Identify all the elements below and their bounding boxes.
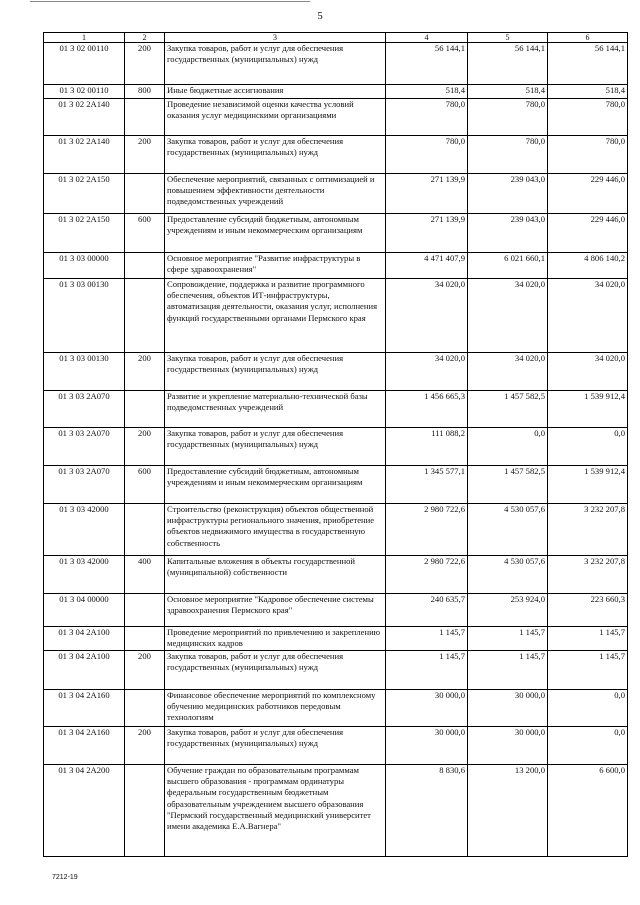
table-row bbox=[44, 428, 628, 466]
target-article-code: 01 3 04 2А100 bbox=[44, 651, 125, 690]
expense-type-code bbox=[125, 690, 165, 727]
target-article-code: 01 3 03 00000 bbox=[44, 253, 125, 279]
item-name: Основное мероприятие "Развитие инфраструктуры в сфере здравоохранения" bbox=[165, 253, 386, 279]
amount-year-3: 3 232 207,8 bbox=[548, 556, 628, 594]
expense-type-code: 200 bbox=[125, 353, 165, 391]
amount-year-1: 780,0 bbox=[386, 136, 468, 174]
target-article-code: 01 3 03 00130 bbox=[44, 279, 125, 353]
expense-type-code bbox=[125, 627, 165, 651]
table-row bbox=[44, 690, 628, 727]
amount-year-3: 1 145,7 bbox=[548, 627, 628, 651]
expense-type-code bbox=[125, 253, 165, 279]
item-name: Закупка товаров, работ и услуг для обеспечения государственных (муниципальных) нужд bbox=[165, 43, 386, 85]
amount-year-3: 4 806 140,2 bbox=[548, 253, 628, 279]
table-row bbox=[44, 504, 628, 556]
target-article-code: 01 3 02 2А140 bbox=[44, 136, 125, 174]
amount-year-2: 34 020,0 bbox=[468, 353, 548, 391]
table-row bbox=[44, 85, 628, 99]
amount-year-3: 3 232 207,8 bbox=[548, 504, 628, 556]
amount-year-1: 780,0 bbox=[386, 99, 468, 136]
item-name: Развитие и укрепление материально-технической базы подведомственных учреждений bbox=[165, 391, 386, 428]
table-row bbox=[44, 651, 628, 690]
expense-type-code bbox=[125, 391, 165, 428]
expense-type-code bbox=[125, 99, 165, 136]
table-row bbox=[44, 391, 628, 428]
amount-year-3: 223 660,3 bbox=[548, 594, 628, 627]
item-name: Финансовое обеспечение мероприятий по комплексному обучению медицинских работников передовым технологиям bbox=[165, 690, 386, 727]
table-row bbox=[44, 214, 628, 253]
column-header: 2 bbox=[125, 33, 165, 43]
amount-year-2: 1 457 582,5 bbox=[468, 466, 548, 504]
target-article-code: 01 3 04 2А160 bbox=[44, 727, 125, 765]
table-row bbox=[44, 174, 628, 214]
table-row bbox=[44, 253, 628, 279]
amount-year-3: 229 446,0 bbox=[548, 174, 628, 214]
amount-year-2: 34 020,0 bbox=[468, 279, 548, 353]
amount-year-1: 56 144,1 bbox=[386, 43, 468, 85]
target-article-code: 01 3 04 2А200 bbox=[44, 765, 125, 857]
expense-type-code: 600 bbox=[125, 214, 165, 253]
table-row bbox=[44, 727, 628, 765]
item-name: Обучение граждан по образовательным программам высшего образования - программам ординатуры федеральным государственным бюджетным образовательным учреждением высшего образования "Пермский государственный медицинский университет имени академика Е.А.Вагнера" bbox=[165, 765, 386, 857]
budget-table bbox=[43, 32, 628, 857]
amount-year-1: 30 000,0 bbox=[386, 690, 468, 727]
table-row bbox=[44, 466, 628, 504]
amount-year-3: 6 600,0 bbox=[548, 765, 628, 857]
target-article-code: 01 3 03 2А070 bbox=[44, 466, 125, 504]
amount-year-1: 271 139,9 bbox=[386, 214, 468, 253]
amount-year-1: 1 345 577,1 bbox=[386, 466, 468, 504]
expense-type-code: 400 bbox=[125, 556, 165, 594]
amount-year-2: 56 144,1 bbox=[468, 43, 548, 85]
amount-year-2: 13 200,0 bbox=[468, 765, 548, 857]
item-name: Закупка товаров, работ и услуг для обеспечения государственных (муниципальных) нужд bbox=[165, 428, 386, 466]
document-code: 7212-19 bbox=[52, 874, 78, 881]
expense-type-code bbox=[125, 594, 165, 627]
amount-year-2: 239 043,0 bbox=[468, 174, 548, 214]
item-name: Проведение мероприятий по привлечению и закреплению медицинских кадров bbox=[165, 627, 386, 651]
amount-year-1: 1 145,7 bbox=[386, 651, 468, 690]
page-number: 5 bbox=[317, 10, 323, 22]
top-scan-rule bbox=[30, 1, 310, 2]
amount-year-3: 56 144,1 bbox=[548, 43, 628, 85]
amount-year-2: 239 043,0 bbox=[468, 214, 548, 253]
target-article-code: 01 3 02 2А140 bbox=[44, 99, 125, 136]
item-name: Закупка товаров, работ и услуг для обеспечения государственных (муниципальных) нужд bbox=[165, 136, 386, 174]
target-article-code: 01 3 02 00110 bbox=[44, 85, 125, 99]
amount-year-2: 4 530 057,6 bbox=[468, 504, 548, 556]
amount-year-1: 240 635,7 bbox=[386, 594, 468, 627]
target-article-code: 01 3 03 2А070 bbox=[44, 428, 125, 466]
amount-year-2: 253 924,0 bbox=[468, 594, 548, 627]
column-header: 5 bbox=[468, 33, 548, 43]
expense-type-code: 200 bbox=[125, 43, 165, 85]
target-article-code: 01 3 03 42000 bbox=[44, 504, 125, 556]
amount-year-2: 30 000,0 bbox=[468, 690, 548, 727]
expense-type-code bbox=[125, 174, 165, 214]
amount-year-3: 0,0 bbox=[548, 428, 628, 466]
item-name: Проведение независимой оценки качества условий оказания услуг медицинскими организациями bbox=[165, 99, 386, 136]
item-name: Строительство (реконструкция) объектов общественной инфраструктуры регионального значения, приобретение объектов недвижимого имущества в государственную собственность bbox=[165, 504, 386, 556]
expense-type-code: 200 bbox=[125, 136, 165, 174]
expense-type-code: 200 bbox=[125, 727, 165, 765]
amount-year-2: 0,0 bbox=[468, 428, 548, 466]
table-row bbox=[44, 594, 628, 627]
amount-year-3: 518,4 bbox=[548, 85, 628, 99]
table-row bbox=[44, 43, 628, 85]
amount-year-1: 111 088,2 bbox=[386, 428, 468, 466]
target-article-code: 01 3 04 2А160 bbox=[44, 690, 125, 727]
amount-year-1: 4 471 407,9 bbox=[386, 253, 468, 279]
expense-type-code bbox=[125, 765, 165, 857]
table-row bbox=[44, 556, 628, 594]
item-name: Обеспечение мероприятий, связанных с оптимизацией и повышением эффективности деятельности подведомственных учреждений bbox=[165, 174, 386, 214]
amount-year-3: 1 539 912,4 bbox=[548, 466, 628, 504]
table-row bbox=[44, 627, 628, 651]
amount-year-3: 1 539 912,4 bbox=[548, 391, 628, 428]
amount-year-3: 229 446,0 bbox=[548, 214, 628, 253]
target-article-code: 01 3 04 2А100 bbox=[44, 627, 125, 651]
expense-type-code: 600 bbox=[125, 466, 165, 504]
column-header: 6 bbox=[548, 33, 628, 43]
amount-year-3: 0,0 bbox=[548, 727, 628, 765]
amount-year-3: 34 020,0 bbox=[548, 353, 628, 391]
column-header: 4 bbox=[386, 33, 468, 43]
column-header: 1 bbox=[44, 33, 125, 43]
amount-year-3: 780,0 bbox=[548, 136, 628, 174]
table-row bbox=[44, 353, 628, 391]
expense-type-code bbox=[125, 504, 165, 556]
amount-year-2: 1 457 582,5 bbox=[468, 391, 548, 428]
item-name: Основное мероприятие "Кадровое обеспечение системы здравоохранения Пермского края" bbox=[165, 594, 386, 627]
amount-year-2: 518,4 bbox=[468, 85, 548, 99]
target-article-code: 01 3 03 42000 bbox=[44, 556, 125, 594]
amount-year-2: 30 000,0 bbox=[468, 727, 548, 765]
item-name: Закупка товаров, работ и услуг для обеспечения государственных (муниципальных) нужд bbox=[165, 651, 386, 690]
amount-year-2: 4 530 057,6 bbox=[468, 556, 548, 594]
amount-year-1: 34 020,0 bbox=[386, 279, 468, 353]
table-row bbox=[44, 136, 628, 174]
item-name: Капитальные вложения в объекты государственной (муниципальной) собственности bbox=[165, 556, 386, 594]
target-article-code: 01 3 02 00110 bbox=[44, 43, 125, 85]
amount-year-1: 1 145,7 bbox=[386, 627, 468, 651]
amount-year-3: 780,0 bbox=[548, 99, 628, 136]
expense-type-code: 800 bbox=[125, 85, 165, 99]
target-article-code: 01 3 03 00130 bbox=[44, 353, 125, 391]
column-number-row bbox=[44, 33, 628, 43]
table-row bbox=[44, 279, 628, 353]
item-name: Иные бюджетные ассигнования bbox=[165, 85, 386, 99]
amount-year-3: 1 145,7 bbox=[548, 651, 628, 690]
expense-type-code: 200 bbox=[125, 428, 165, 466]
amount-year-2: 6 021 660,1 bbox=[468, 253, 548, 279]
item-name: Предоставление субсидий бюджетным, автономным учреждениям и иным некоммерческим организациям bbox=[165, 214, 386, 253]
item-name: Сопровождение, поддержка и развитие программного обеспечения, объектов ИТ-инфраструктуры, автоматизация деятельности, оказания услуг, исполнения функций государственными органами Пермского края bbox=[165, 279, 386, 353]
amount-year-2: 780,0 bbox=[468, 136, 548, 174]
target-article-code: 01 3 02 2А150 bbox=[44, 174, 125, 214]
target-article-code: 01 3 03 2А070 bbox=[44, 391, 125, 428]
table-row bbox=[44, 765, 628, 857]
amount-year-1: 2 980 722,6 bbox=[386, 504, 468, 556]
amount-year-1: 8 830,6 bbox=[386, 765, 468, 857]
amount-year-1: 518,4 bbox=[386, 85, 468, 99]
amount-year-2: 780,0 bbox=[468, 99, 548, 136]
amount-year-3: 34 020,0 bbox=[548, 279, 628, 353]
item-name: Предоставление субсидий бюджетным, автономным учреждениям и иным некоммерческим организациям bbox=[165, 466, 386, 504]
table-row bbox=[44, 99, 628, 136]
amount-year-1: 30 000,0 bbox=[386, 727, 468, 765]
amount-year-2: 1 145,7 bbox=[468, 651, 548, 690]
amount-year-1: 271 139,9 bbox=[386, 174, 468, 214]
expense-type-code bbox=[125, 279, 165, 353]
item-name: Закупка товаров, работ и услуг для обеспечения государственных (муниципальных) нужд bbox=[165, 727, 386, 765]
amount-year-2: 1 145,7 bbox=[468, 627, 548, 651]
amount-year-3: 0,0 bbox=[548, 690, 628, 727]
amount-year-1: 34 020,0 bbox=[386, 353, 468, 391]
expense-type-code: 200 bbox=[125, 651, 165, 690]
target-article-code: 01 3 04 00000 bbox=[44, 594, 125, 627]
target-article-code: 01 3 02 2А150 bbox=[44, 214, 125, 253]
amount-year-1: 1 456 665,3 bbox=[386, 391, 468, 428]
item-name: Закупка товаров, работ и услуг для обеспечения государственных (муниципальных) нужд bbox=[165, 353, 386, 391]
column-header: 3 bbox=[165, 33, 386, 43]
amount-year-1: 2 980 722,6 bbox=[386, 556, 468, 594]
